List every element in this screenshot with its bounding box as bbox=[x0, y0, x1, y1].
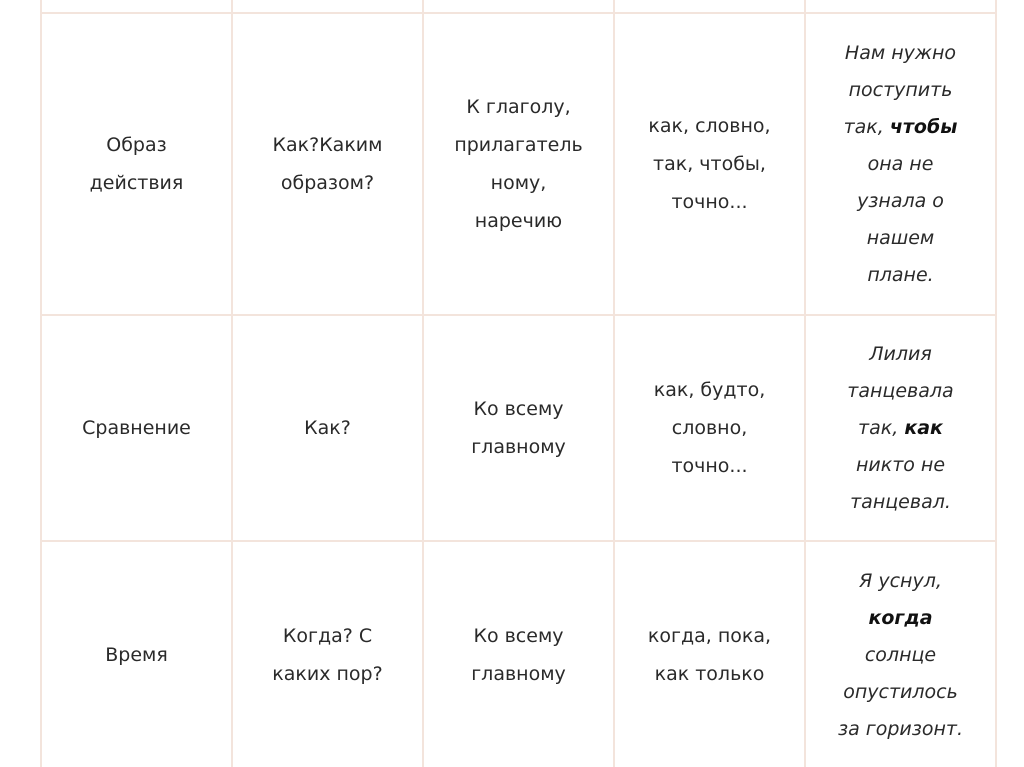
cell-conjunctions bbox=[614, 315, 805, 541]
example-line bbox=[818, 600, 983, 637]
example-line: нашем bbox=[866, 226, 935, 249]
cell-conjunctions bbox=[614, 541, 805, 767]
cell-example bbox=[805, 13, 996, 315]
cell-text-line: как, словно, bbox=[648, 115, 771, 137]
example-line: никто не bbox=[855, 453, 946, 476]
cell-text-line: наречию bbox=[474, 210, 563, 232]
example-conjunction-bold: чтобы bbox=[889, 115, 958, 138]
example-line: танцевала bbox=[847, 379, 954, 402]
cell-question bbox=[232, 541, 423, 767]
example-line: плане. bbox=[867, 263, 934, 286]
cell-text-line: так, чтобы, bbox=[653, 153, 766, 175]
example-line: солнце bbox=[864, 643, 937, 666]
cell-text-line: Как?Каким bbox=[272, 134, 383, 156]
example-line bbox=[818, 410, 983, 447]
cell-relates-to bbox=[423, 13, 614, 315]
table-row bbox=[41, 315, 996, 541]
cell-relates-to bbox=[423, 315, 614, 541]
cell-relates-to bbox=[423, 541, 614, 767]
cell-text-line: ному, bbox=[490, 172, 547, 194]
cell-text-line: точно... bbox=[671, 455, 748, 477]
table-cell bbox=[614, 0, 805, 13]
cell-text-line: Образ bbox=[106, 134, 167, 156]
cell-text-line: как только bbox=[654, 663, 765, 685]
cell-text-line: Ко всему bbox=[473, 625, 564, 647]
cell-question bbox=[232, 315, 423, 541]
table-cell bbox=[41, 0, 232, 13]
cell-text-line: К глаголу, bbox=[466, 96, 571, 118]
example-line: Лилия bbox=[869, 342, 932, 365]
cell-text-line: Как? bbox=[304, 417, 351, 439]
example-line: Нам нужно bbox=[844, 41, 957, 64]
table-row bbox=[41, 541, 996, 767]
example-text: так, bbox=[858, 416, 905, 439]
example-line: узнала о bbox=[857, 189, 944, 212]
example-line: Я уснул, bbox=[859, 569, 942, 592]
subordinate-clause-table bbox=[40, 0, 997, 767]
example-line: за горизонт. bbox=[837, 717, 964, 740]
cell-text-line: когда, пока, bbox=[647, 625, 772, 647]
example-line: поступить bbox=[848, 78, 953, 101]
table-row bbox=[41, 13, 996, 315]
cell-text-line: как, будто, bbox=[653, 379, 766, 401]
cell-clause-type bbox=[41, 541, 232, 767]
table-cell bbox=[423, 0, 614, 13]
table-cell bbox=[232, 0, 423, 13]
example-line: танцевал. bbox=[850, 490, 951, 513]
cell-text-line: образом? bbox=[280, 172, 375, 194]
table-row-top-partial bbox=[41, 0, 996, 13]
example-conjunction-bold: как bbox=[904, 416, 943, 439]
cell-text-line: Ко всему bbox=[473, 398, 564, 420]
example-text: так, bbox=[843, 115, 890, 138]
cell-text-line: точно... bbox=[671, 191, 748, 213]
example-line bbox=[818, 109, 983, 146]
cell-clause-type bbox=[41, 13, 232, 315]
cell-text-line: словно, bbox=[671, 417, 748, 439]
example-line: она не bbox=[867, 152, 934, 175]
cell-conjunctions bbox=[614, 13, 805, 315]
table-cell bbox=[805, 0, 996, 13]
cell-example bbox=[805, 541, 996, 767]
example-line: опустилось bbox=[843, 680, 958, 703]
cell-text-line: главному bbox=[471, 663, 566, 685]
cell-example bbox=[805, 315, 996, 541]
cell-text-line: Время bbox=[105, 644, 168, 666]
cell-text-line: главному bbox=[471, 436, 566, 458]
cell-text-line: прилагатель bbox=[454, 134, 583, 156]
example-conjunction-bold: когда bbox=[868, 606, 933, 629]
cell-question bbox=[232, 13, 423, 315]
cell-text-line: действия bbox=[89, 172, 184, 194]
cell-text-line: Когда? С bbox=[282, 625, 373, 647]
cell-clause-type bbox=[41, 315, 232, 541]
cell-text-line: каких пор? bbox=[272, 663, 383, 685]
cell-text-line: Сравнение bbox=[82, 417, 191, 439]
